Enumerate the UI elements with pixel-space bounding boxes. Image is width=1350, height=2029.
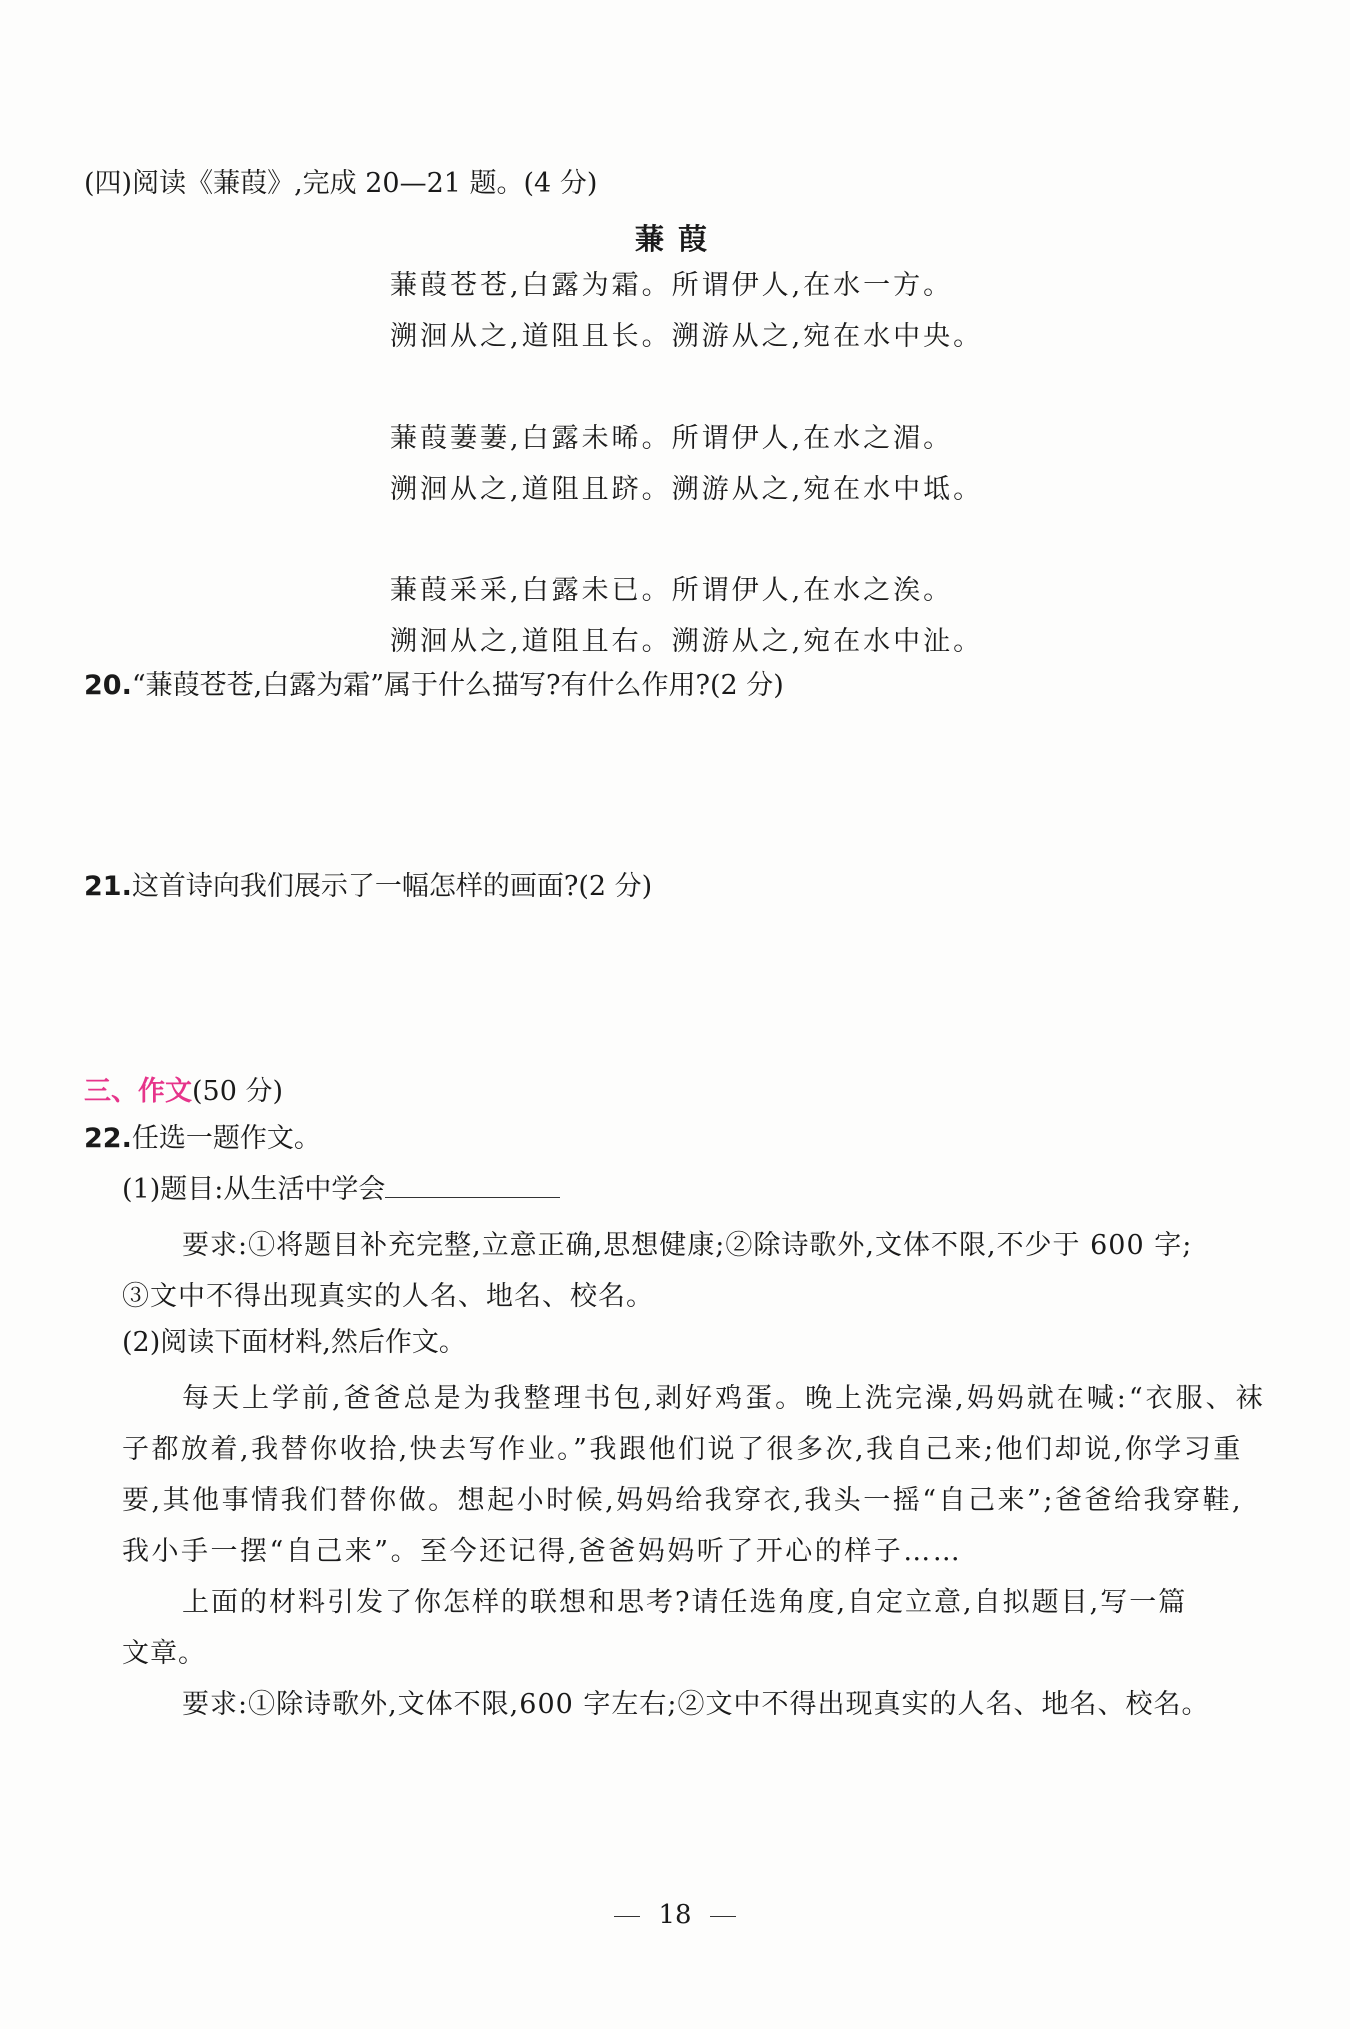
poem-title: 蒹葭 bbox=[635, 222, 722, 256]
option-1-requirement-line-2: ③文中不得出现真实的人名、地名、校名。 bbox=[122, 1281, 654, 1312]
page-number bbox=[0, 1900, 1350, 1930]
page-number-dash-left bbox=[614, 1916, 640, 1917]
question-21-number: 21. bbox=[84, 871, 132, 902]
section-3-label: 三、作文 bbox=[84, 1076, 192, 1107]
question-22 bbox=[84, 1121, 321, 1157]
question-22-number: 22. bbox=[84, 1123, 132, 1154]
question-21 bbox=[84, 869, 652, 905]
material-line-3: 要,其他事情我们替你做。想起小时候,妈妈给我穿衣,我头一摇“自己来”;爸爸给我穿鞋, bbox=[122, 1485, 1244, 1516]
option-1-requirement-line-1: 要求:①将题目补充完整,立意正确,思想健康;②除诗歌外,文体不限,不少于 600 字; bbox=[182, 1230, 1193, 1261]
material-line-2: 子都放着,我替你收拾,快去写作业。”我跟他们说了很多次,我自己来;他们却说,你学习重 bbox=[122, 1434, 1243, 1465]
question-20-number: 20. bbox=[84, 670, 132, 701]
option-1-title-text: (1)题目:从生活中学会 bbox=[122, 1174, 386, 1205]
prompt-line-1: 上面的材料引发了你怎样的联想和思考?请任选角度,自定立意,自拟题目,写一篇 bbox=[182, 1587, 1188, 1618]
page-number-value: 18 bbox=[658, 1900, 692, 1930]
poem-stanza-1-line-1: 蒹葭苍苍,白露为霜。所谓伊人,在水一方。 bbox=[390, 270, 954, 301]
question-21-text: 这首诗向我们展示了一幅怎样的画面?(2 分) bbox=[131, 871, 653, 902]
material-line-4: 我小手一摆“自己来”。至今还记得,爸爸妈妈听了开心的样子…… bbox=[122, 1536, 963, 1567]
option-1-title bbox=[122, 1172, 560, 1208]
question-20-text: “蒹葭苍苍,白露为霜”属于什么描写?有什么作用?(2 分) bbox=[131, 670, 784, 701]
title-blank bbox=[385, 1173, 560, 1198]
option-2-title: (2)阅读下面材料,然后作文。 bbox=[122, 1327, 466, 1358]
question-22-text: 任选一题作文。 bbox=[131, 1123, 321, 1154]
poem-stanza-2-line-2: 溯洄从之,道阻且跻。溯游从之,宛在水中坻。 bbox=[390, 474, 984, 505]
poem-stanza-2-line-1: 蒹葭萋萋,白露未晞。所谓伊人,在水之湄。 bbox=[390, 423, 954, 454]
section-3-heading bbox=[84, 1069, 283, 1108]
section-3-score: (50 分) bbox=[192, 1076, 284, 1107]
poem-stanza-1-line-2: 溯洄从之,道阻且长。溯游从之,宛在水中央。 bbox=[390, 321, 984, 352]
prompt-line-2: 文章。 bbox=[122, 1638, 206, 1669]
option-2-requirement: 要求:①除诗歌外,文体不限,600 字左右;②文中不得出现真实的人名、地名、校名。 bbox=[182, 1689, 1210, 1720]
poem-stanza-3-line-1: 蒹葭采采,白露未已。所谓伊人,在水之涘。 bbox=[390, 575, 954, 606]
question-20 bbox=[84, 668, 784, 704]
page-number-dash-right bbox=[710, 1916, 736, 1917]
section-4-heading: (四)阅读《蒹葭》,完成 20—21 题。(4 分) bbox=[84, 168, 598, 199]
poem-stanza-3-line-2: 溯洄从之,道阻且右。溯游从之,宛在水中沚。 bbox=[390, 626, 984, 657]
material-line-1: 每天上学前,爸爸总是为我整理书包,剥好鸡蛋。晚上洗完澡,妈妈就在喊:“衣服、袜 bbox=[182, 1383, 1266, 1414]
